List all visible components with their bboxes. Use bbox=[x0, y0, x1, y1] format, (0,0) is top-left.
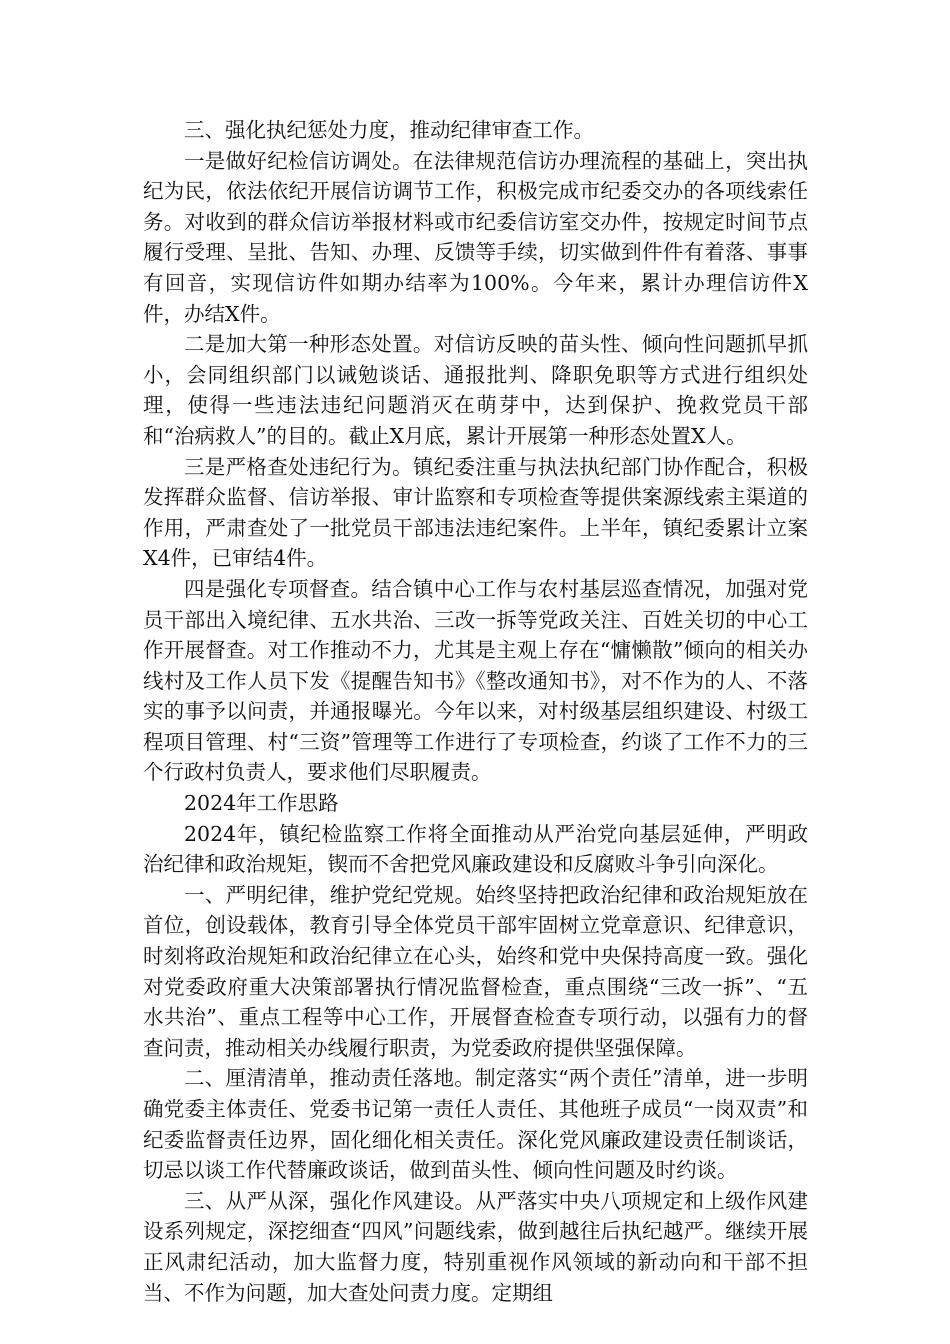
paragraph-first-form-handling: 二是加大第一种形态处置。对信访反映的苗头性、倾向性问题抓早抓小，会同组织部门以诫勉谈话、通报批判、降职免职等方式进行组织处理，使得一些违法违纪问题消灭在萌芽中，达到保护、挽救党员干部和“治病救人”的目的。截止X月底，累计开展第一种形态处置X人。 bbox=[143, 332, 808, 448]
paragraph-work-style: 三、从严从深，强化作风建设。从严落实中央八项规定和上级作风建设系列规定，深挖细查“四风”问题线索，做到越往后执纪越严。继续开展正风肃纪活动，加大监督力度，特别重视作风领域的新动向和干部不担当、不作为问题，加大查处问责力度。定期组 bbox=[143, 1188, 808, 1305]
paragraph-heading-discipline-enforcement: 三、强化执纪惩处力度，推动纪律审查工作。 bbox=[184, 118, 594, 142]
paragraph-heading-2024-plan: 2024年工作思路 bbox=[184, 791, 339, 816]
paragraph-petition-handling: 一是做好纪检信访调处。在法律规范信访办理流程的基础上，突出执纪为民，依法依纪开展信访调节工作，积极完成市纪委交办的各项线索任务。对收到的群众信访举报材料或市纪委信访室交办件，按规定时间节点履行受理、呈批、告知、办理、反馈等手续，切实做到件件有着落、事事有回音，实现信访件如期办结率为100%。今年来，累计办理信访件X件，办结X件。 bbox=[143, 148, 808, 326]
paragraph-special-supervision: 四是强化专项督查。结合镇中心工作与农村基层巡查情况，加强对党员干部出入境纪律、五水共治、三改一拆等党政关注、百姓关切的中心工作开展督查。对工作推动不力，尤其是主观上存在“慵懒散”倾向的相关办线村及工作人员下发《提醒告知书》《整改通知书》，对不作为的人、不落实的事予以问责，并通报曝光。今年以来，对村级基层组织建设、村级工程项目管理、村“三资”管理等工作进行了专项检查，约谈了工作不力的三个行政村负责人，要求他们尽职履责。 bbox=[143, 576, 808, 785]
paragraph-responsibility-list: 二、厘清清单，推动责任落地。制定落实“两个责任”清单，进一步明确党委主体责任、党委书记第一责任人责任、其他班子成员“一岗双责”和纪委监督责任边界，固化细化相关责任。深化党风廉政建设责任制谈话，切忌以谈工作代替廉政谈话，做到苗头性、倾向性问题及时约谈。 bbox=[143, 1066, 808, 1183]
paragraph-strict-discipline: 一、严明纪律，维护党纪党规。始终坚持把政治纪律和政治规矩放在首位，创设载体，教育引导全体党员干部牢固树立党章意识、纪律意识，时刻将政治规矩和政治纪律立在心头，始终和党中央保持高度一致。强化对党委政府重大决策部署执行情况监督检查，重点围绕“三改一拆”、“五水共治”、重点工程等中心工作，开展督查检查专项行动，以强有力的督查问责，推动相关办线履行职责，为党委政府提供坚强保障。 bbox=[143, 882, 808, 1060]
paragraph-violation-investigation: 三是严格查处违纪行为。镇纪委注重与执法执纪部门协作配合，积极发挥群众监督、信访举报、审计监察和专项检查等提供案源线索主渠道的作用，严肃查处了一批党员干部违法违纪案件。上半年，镇纪委累计立案X4件，已审结4件。 bbox=[143, 454, 808, 571]
document-body bbox=[143, 115, 808, 1308]
paragraph-2024-overview: 2024年，镇纪检监察工作将全面推动从严治党向基层延伸，严明政治纪律和政治规矩，锲而不舍把党风廉政建设和反腐败斗争引向深化。 bbox=[143, 821, 808, 877]
